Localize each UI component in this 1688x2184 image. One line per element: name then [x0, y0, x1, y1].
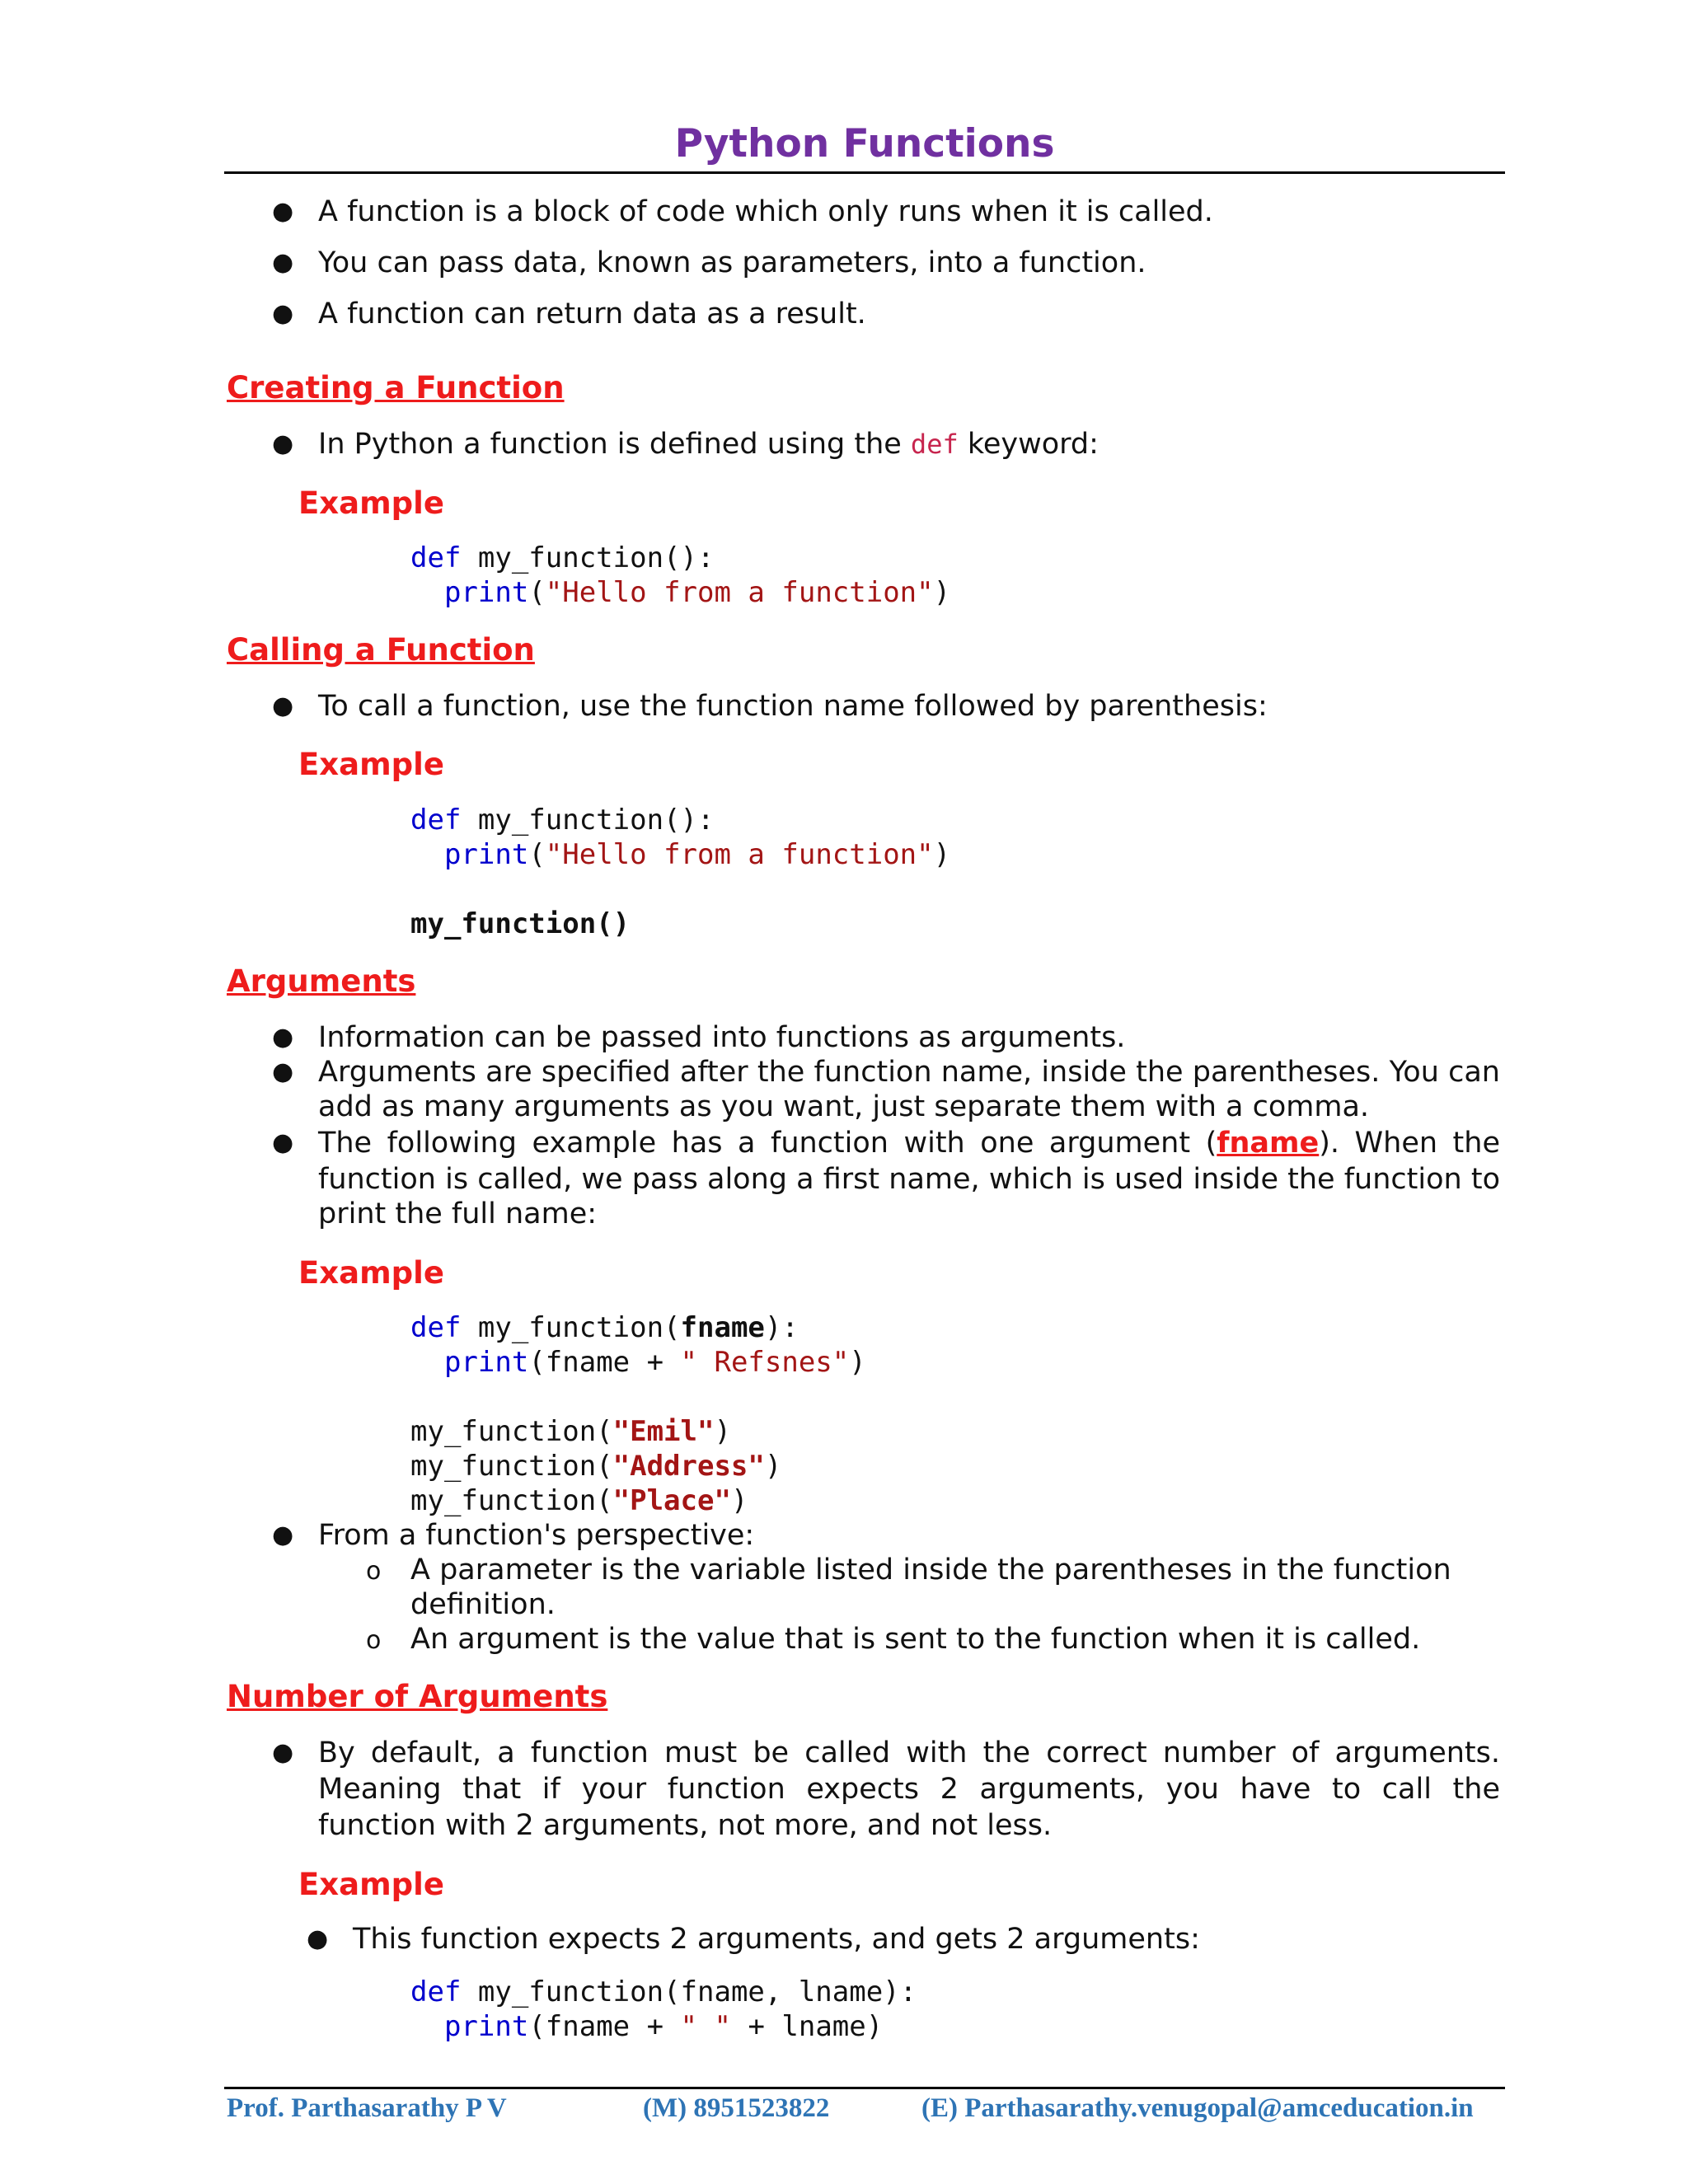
- intro-bullet-3: A function can return data as a result.: [318, 298, 866, 330]
- code-text: my_function():: [461, 804, 715, 837]
- number-bullet-line-2: Meaning that if your function expects 2 arguments, you have to call the: [318, 1773, 1500, 1806]
- creating-bullet-text-post: keyword:: [958, 428, 1099, 461]
- code-line: [410, 541, 714, 575]
- section-heading-creating: Creating a Function: [227, 370, 565, 405]
- intro-bullet-1: A function is a block of code which only runs when it is called.: [318, 195, 1213, 228]
- code-text: my_function(: [410, 1450, 613, 1483]
- code-line: [410, 1345, 866, 1380]
- code-text: + lname): [730, 2010, 884, 2043]
- sub-bullet-icon: o: [366, 1557, 382, 1586]
- example-label: Example: [298, 747, 444, 782]
- footer-rule: [224, 2087, 1505, 2089]
- code-indent: [410, 1346, 444, 1379]
- code-keyword: print: [443, 2010, 529, 2043]
- code-keyword: def: [410, 1975, 462, 2008]
- code-string: "Hello from a function": [545, 576, 934, 609]
- example-label: Example: [298, 1867, 444, 1902]
- code-text: ): [730, 1484, 748, 1517]
- code-line: [410, 837, 950, 872]
- title-rule: [224, 171, 1505, 174]
- code-param: fname: [680, 1311, 765, 1344]
- footer-mobile: (M) 8951523822: [643, 2093, 830, 2123]
- bullet-icon: ●: [272, 1023, 294, 1052]
- intro-bullet-2: You can pass data, known as parameters, into a function.: [318, 246, 1146, 279]
- arguments-bullet-3-line-2: function is called, we pass along a first name, which is used inside the function to: [318, 1163, 1500, 1196]
- code-text: (: [528, 576, 546, 609]
- bullet-icon: ●: [272, 248, 294, 277]
- sub-bullet-1-line-1: A parameter is the variable listed inside the parentheses in the function: [410, 1554, 1451, 1586]
- code-call-line: [410, 1414, 731, 1449]
- code-line: [410, 803, 714, 837]
- code-call-line: my_function(): [410, 907, 631, 940]
- code-line: [410, 575, 950, 610]
- code-string: "Place": [612, 1484, 731, 1517]
- code-string: "Address": [612, 1450, 765, 1483]
- sub-bullet-2: An argument is the value that is sent to the function when it is called.: [410, 1623, 1421, 1656]
- code-text: my_function(: [461, 1311, 681, 1344]
- code-keyword: def: [410, 804, 462, 837]
- section-heading-calling: Calling a Function: [227, 632, 535, 668]
- number-bullet-line-1: By default, a function must be called with the correct number of arguments.: [318, 1736, 1500, 1769]
- bullet-icon: ●: [272, 1521, 294, 1549]
- number-example-bullet: This function expects 2 arguments, and gets 2 arguments:: [353, 1923, 1200, 1956]
- sub-bullet-1-line-2: definition.: [410, 1588, 556, 1621]
- code-string: "Hello from a function": [545, 838, 934, 871]
- code-keyword: def: [410, 1311, 462, 1344]
- code-text: ): [849, 1346, 866, 1379]
- arguments-bullet-2-line-2: add as many arguments as you want, just separate them with a comma.: [318, 1090, 1370, 1123]
- code-call-line: [410, 1449, 781, 1483]
- arguments-bullet-3-pre: The following example has a function with one argument (: [318, 1127, 1217, 1160]
- creating-bullet: [318, 427, 1099, 462]
- example-label: Example: [298, 485, 444, 521]
- code-keyword: def: [410, 541, 462, 574]
- code-indent: [410, 2010, 444, 2043]
- code-line: [410, 1975, 917, 2009]
- code-text: ): [933, 838, 951, 871]
- arguments-bullet-3-line-1: [318, 1126, 1500, 1160]
- code-line: [410, 2009, 883, 2044]
- code-text: my_function():: [461, 541, 715, 574]
- code-call-line: [410, 1483, 748, 1518]
- def-inline-code: def: [910, 429, 959, 460]
- bullet-icon: ●: [272, 691, 294, 720]
- code-text: (fname +: [528, 1346, 681, 1379]
- bullet-icon: ●: [272, 1738, 294, 1767]
- example-label: Example: [298, 1255, 444, 1291]
- page-title: Python Functions: [674, 121, 1055, 166]
- bullet-icon: ●: [272, 1057, 294, 1086]
- section-heading-number: Number of Arguments: [227, 1679, 608, 1714]
- code-keyword: print: [443, 1346, 529, 1379]
- arguments-bullet-2-line-1: Arguments are specified after the function name, inside the parentheses. You can: [318, 1056, 1500, 1089]
- code-string: " Refsnes": [680, 1346, 850, 1379]
- arguments-bullet-3-post: ). When the: [1319, 1127, 1500, 1160]
- code-line: [410, 1310, 799, 1345]
- code-text: ): [764, 1450, 782, 1483]
- number-bullet-line-3: function with 2 arguments, not more, and not less.: [318, 1809, 1053, 1842]
- code-keyword: print: [443, 576, 529, 609]
- arguments-bullet-3-line-3: print the full name:: [318, 1197, 598, 1230]
- bullet-icon: ●: [272, 299, 294, 328]
- arguments-bullet-1: Information can be passed into functions as arguments.: [318, 1021, 1126, 1054]
- code-string: "Emil": [612, 1415, 715, 1448]
- code-text: ): [714, 1415, 731, 1448]
- footer-author: Prof. Parthasarathy P V: [227, 2093, 507, 2123]
- bullet-icon: ●: [307, 1924, 329, 1953]
- bullet-icon: ●: [272, 429, 294, 458]
- code-text: (fname +: [528, 2010, 681, 2043]
- calling-bullet: To call a function, use the function name followed by parenthesis:: [318, 690, 1268, 723]
- fname-reference: fname: [1217, 1127, 1320, 1160]
- code-text: ): [933, 576, 951, 609]
- sub-bullet-icon: o: [366, 1626, 382, 1655]
- code-indent: [410, 576, 444, 609]
- code-text: (: [528, 838, 546, 871]
- code-indent: [410, 838, 444, 871]
- section-heading-arguments: Arguments: [227, 963, 416, 999]
- perspective-bullet: From a function's perspective:: [318, 1519, 755, 1552]
- code-text: ):: [764, 1311, 799, 1344]
- code-keyword: print: [443, 838, 529, 871]
- creating-bullet-text-pre: In Python a function is defined using the: [318, 428, 911, 461]
- footer-email: (E) Parthasarathy.venugopal@amceducation.in: [921, 2093, 1474, 2123]
- code-string: " ": [680, 2010, 731, 2043]
- code-text: my_function(: [410, 1415, 613, 1448]
- bullet-icon: ●: [272, 1128, 294, 1157]
- code-text: my_function(: [410, 1484, 613, 1517]
- bullet-icon: ●: [272, 197, 294, 226]
- code-text: my_function(fname, lname):: [461, 1975, 917, 2008]
